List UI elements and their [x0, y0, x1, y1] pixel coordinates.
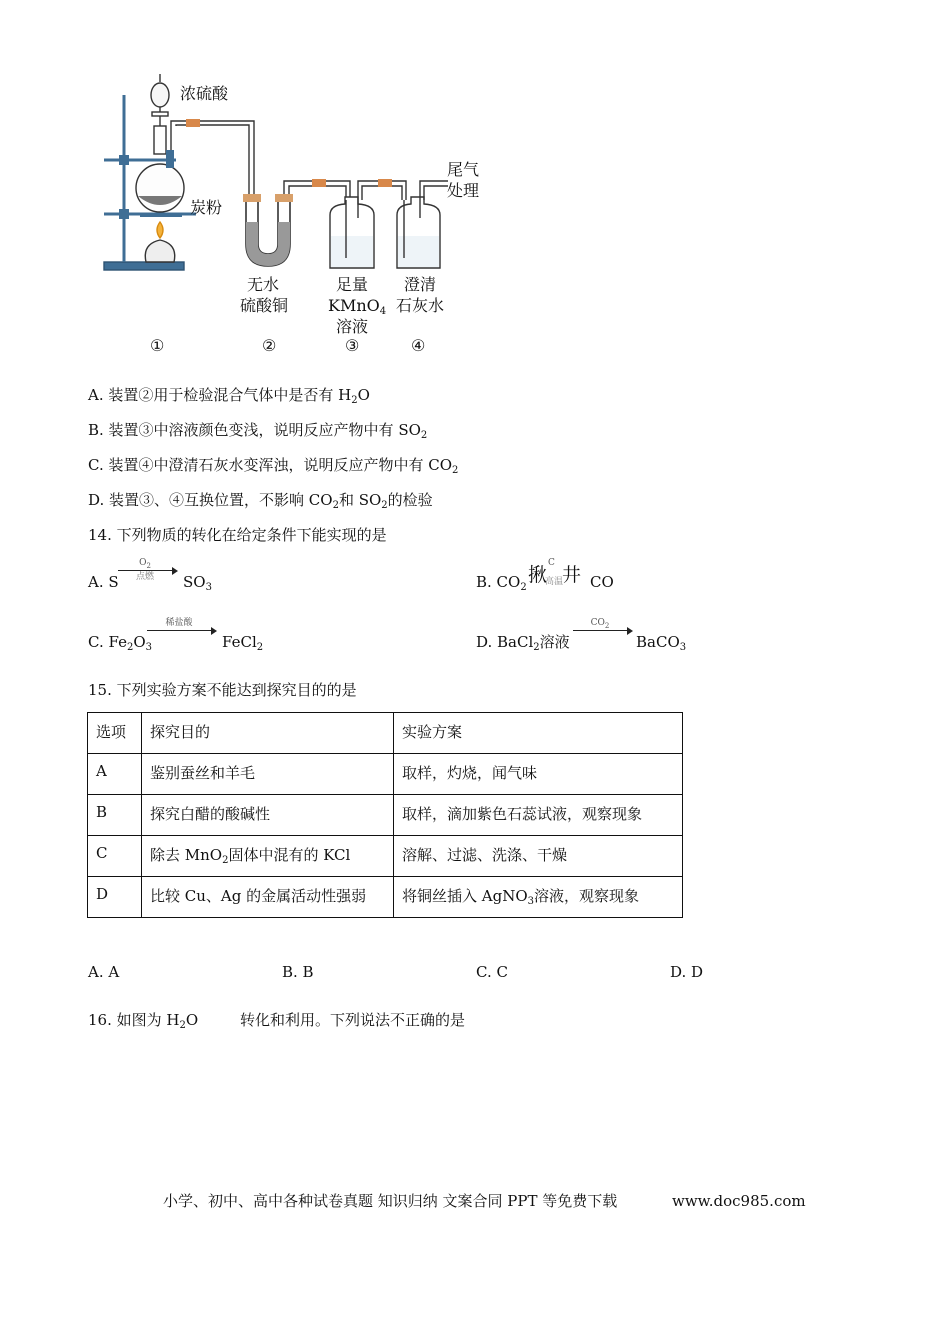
label-limewater-1: 澄清: [404, 275, 437, 294]
q15-stem: 15. 下列实验方案不能达到探究目的的是: [88, 681, 357, 699]
q13-option-d: D. 装置③、④互换位置，不影响 $CO_2$和 $SO_2$的检验: [88, 491, 433, 511]
device-number-1: ①: [150, 336, 165, 355]
q14-option-a-left: A. S: [88, 573, 119, 591]
header-goal: 探究目的: [142, 713, 394, 754]
q14-option-b-garbled-arrow: 揪 C 井 高温: [528, 558, 582, 587]
q13-option-c: C. 装置④中澄清石灰水变浑浊，说明反应产物中有 $CO_2$: [88, 456, 459, 476]
q15-table: [87, 712, 683, 918]
footer-url[interactable]: www.doc985.com: [672, 1192, 806, 1210]
label-cuso4-1: 无水: [247, 275, 280, 294]
arrow-head-icon: [211, 627, 217, 635]
device-number-2: ②: [262, 336, 277, 355]
alcohol-lamp: [145, 240, 174, 262]
q13-option-a: A. 装置②用于检验混合气体中是否有 $H_2O$: [88, 386, 370, 406]
separatory-funnel: [151, 83, 169, 107]
q16-stem-end: 转化和利用。下列说法不正确的是: [240, 1011, 466, 1029]
q14-stem: 14. 下列物质的转化在给定条件下能实现的是: [88, 526, 387, 544]
table-row: C 除去 MnO$_2$固体中混有的 KCl 溶解、过滤、洗涤、干燥: [88, 836, 683, 877]
table-row: A 鉴别蚕丝和羊毛 取样，灼烧，闻气味: [88, 754, 683, 795]
q14-option-d-right: BaCO$_3$: [636, 633, 687, 653]
q15-choice-c: C. C: [476, 963, 508, 981]
apparatus-diagram: [95, 68, 495, 278]
label-kmno4-3: 溶液: [336, 317, 369, 336]
q15-choice-b: B. B: [282, 963, 314, 981]
q15-choice-a: A. A: [88, 963, 120, 981]
label-kmno4-2: KMnO$_4$: [328, 296, 387, 317]
device-number-4: ④: [411, 336, 426, 355]
table-row: D 比较 Cu、Ag 的金属活动性强弱 将铜丝插入 AgNO$_3$溶液，观察现象: [88, 877, 683, 918]
label-acid: 浓硫酸: [180, 84, 229, 103]
header-plan: 实验方案: [394, 713, 683, 754]
q14-option-b-right: CO: [590, 573, 614, 591]
q14-option-c-left: C. $Fe_2O_3$: [88, 633, 153, 653]
arrow-head-icon: [172, 567, 178, 575]
label-carbon: 炭粉: [190, 198, 223, 217]
q14-option-c-right: FeCl$_2$: [222, 633, 264, 653]
table-row: B 探究白醋的酸碱性 取样，滴加紫色石蕊试液，观察现象: [88, 795, 683, 836]
q14-option-a-arrow: $O_2$ 点燃: [118, 560, 178, 584]
device-number-3: ③: [345, 336, 360, 355]
q16-stem-start: 16. 如图为 $H_2O$: [88, 1011, 199, 1031]
label-tail-gas-2: 处理: [447, 181, 480, 200]
footer-text: 小学、初中、高中各种试卷真题 知识归纳 文案合同 PPT 等免费下载: [163, 1192, 618, 1210]
q14-option-a-right: $SO_3$: [183, 573, 212, 593]
label-tail-gas-1: 尾气: [447, 160, 480, 179]
arrow-head-icon: [627, 627, 633, 635]
q13-option-b: B. 装置③中溶液颜色变浅，说明反应产物中有 $SO_2$: [88, 421, 428, 441]
q15-choice-d: D. D: [670, 963, 704, 981]
label-limewater-2: 石灰水: [396, 296, 445, 315]
q14-option-d-left: D. BaCl$_2$溶液: [476, 633, 570, 653]
label-cuso4-2: 硫酸铜: [240, 296, 289, 315]
label-kmno4-1: 足量: [336, 275, 369, 294]
stand-base: [104, 262, 184, 270]
q14-option-b-left: B. $CO_2$: [476, 573, 527, 593]
table-header-row: [88, 713, 683, 754]
q14-option-d-arrow: $CO_2$: [573, 620, 633, 644]
header-option: 选项: [88, 713, 142, 754]
q14-option-c-arrow: 稀盐酸: [147, 620, 217, 644]
